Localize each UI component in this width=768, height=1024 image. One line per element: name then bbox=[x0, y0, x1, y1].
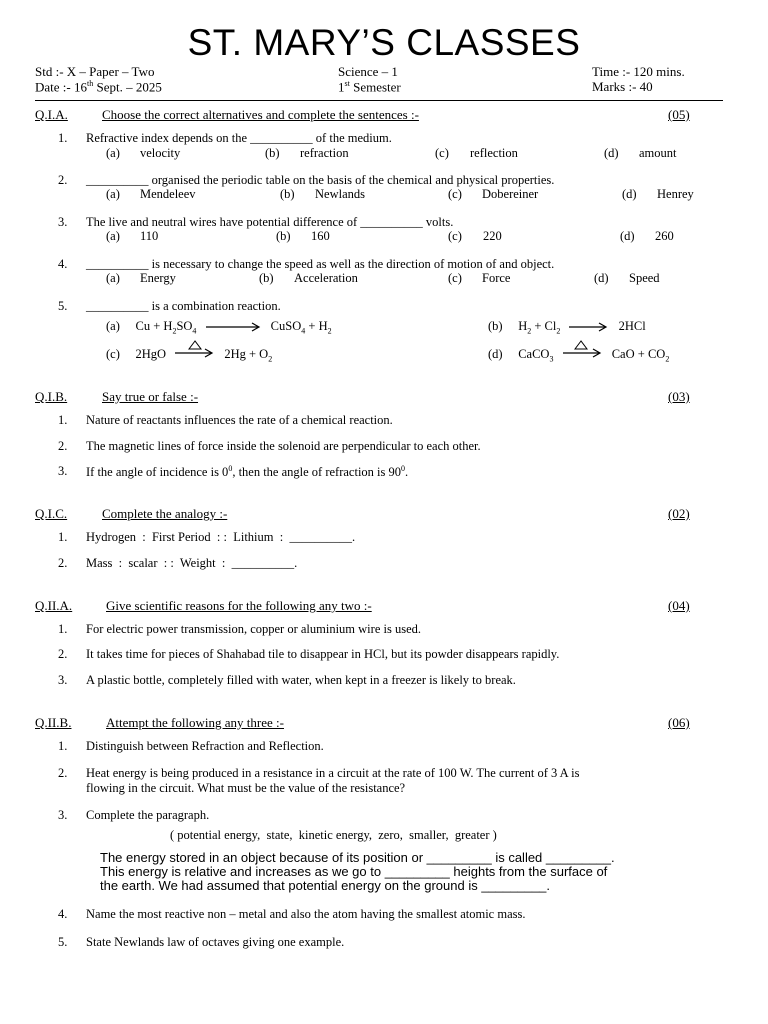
reaction-b: (b) $H_2 + Cl_2$ 2HCl bbox=[488, 319, 646, 336]
q1c-item-number: 2. bbox=[58, 556, 68, 570]
option-label: (a) bbox=[106, 229, 120, 243]
q1a-item-text: __________ organised the periodic table on the basis of the chemical and physical properties. bbox=[86, 173, 555, 187]
q2b-item-text: Name the most reactive non – metal and also the atom having the smallest atomic mass. bbox=[86, 907, 526, 921]
option-label: (b) bbox=[265, 146, 280, 160]
option-label: (b) bbox=[280, 187, 295, 201]
q1a-item-number: 3. bbox=[58, 215, 68, 229]
option-label: (d) bbox=[594, 271, 609, 285]
q2b-item-number: 5. bbox=[58, 935, 68, 949]
q2b-title: Attempt the following any three :- bbox=[106, 715, 284, 730]
heat-arrow-icon bbox=[563, 348, 603, 362]
word-bank: ( potential energy, state, kinetic energy, zero, smaller, greater ) bbox=[170, 828, 497, 842]
option-label: (b) bbox=[276, 229, 291, 243]
reaction-arrow-icon bbox=[206, 322, 262, 332]
school-title: ST. MARY’S CLASSES bbox=[187, 22, 581, 63]
q2b-item-text: Distinguish between Refraction and Reflection. bbox=[86, 739, 324, 753]
option-label: (d) bbox=[622, 187, 637, 201]
q1a-item-number: 2. bbox=[58, 173, 68, 187]
q1c-item-text: Mass : scalar : : Weight : __________. bbox=[86, 556, 298, 570]
q1a-title: Choose the correct alternatives and complete the sentences :- bbox=[102, 107, 419, 122]
q2a-item-number: 3. bbox=[58, 673, 68, 687]
option-text: 110 bbox=[140, 229, 159, 243]
paragraph-line3: the earth. We had assumed that potential energy on the ground is _________. bbox=[100, 878, 551, 893]
q1b-item-text: Nature of reactants influences the rate of a chemical reaction. bbox=[86, 413, 393, 427]
q1b-item-number: 2. bbox=[58, 439, 68, 453]
option-label: (c) bbox=[448, 229, 462, 243]
q1c-title: Complete the analogy :- bbox=[102, 506, 228, 521]
q2a-marks: (04) bbox=[668, 598, 690, 613]
exam-date: Date :- 16th Sept. – 2025 bbox=[35, 79, 162, 95]
option-text: Speed bbox=[629, 271, 660, 285]
header-rule bbox=[35, 100, 723, 101]
q2a-item-text: A plastic bottle, completely filled with water, when kept in a freezer is likely to break. bbox=[86, 673, 516, 687]
option-text: Energy bbox=[140, 271, 176, 285]
q1b-item-number: 1. bbox=[58, 413, 68, 427]
subject: Science – 1 bbox=[338, 64, 398, 79]
std-paper: Std :- X – Paper – Two bbox=[35, 64, 155, 79]
option-label: (c) bbox=[448, 271, 462, 285]
q1b-number: Q.I.B. bbox=[35, 389, 68, 404]
q2a-title: Give scientific reasons for the following any two :- bbox=[106, 598, 372, 613]
q2a-number: Q.II.A. bbox=[35, 598, 73, 613]
q1a-number: Q.I.A. bbox=[35, 107, 68, 122]
option-text: amount bbox=[639, 146, 677, 160]
paragraph-line1: The energy stored in an object because of its position or _________ is called _________. bbox=[100, 850, 615, 865]
reaction-a: (a) $Cu + H_2SO_4$ CuSO$_4$ + $H_2$ bbox=[106, 319, 332, 336]
option-label: (a) bbox=[106, 187, 120, 201]
option-text: 220 bbox=[483, 229, 502, 243]
option-text: reflection bbox=[470, 146, 518, 160]
q1a-item-text: The live and neutral wires have potential difference of __________ volts. bbox=[86, 215, 454, 229]
option-text: Newlands bbox=[315, 187, 365, 201]
option-label: (a) bbox=[106, 271, 120, 285]
option-text: 260 bbox=[655, 229, 674, 243]
option-text: refraction bbox=[300, 146, 349, 160]
q2b-marks: (06) bbox=[668, 715, 690, 730]
option-text: Henrey bbox=[657, 187, 694, 201]
option-text: Acceleration bbox=[294, 271, 358, 285]
option-text: Mendeleev bbox=[140, 187, 196, 201]
option-text: velocity bbox=[140, 146, 181, 160]
option-label: (d) bbox=[604, 146, 619, 160]
q2b-item-number: 3. bbox=[58, 808, 68, 822]
q1b-item-text: If the angle of incidence is $0^0$, then the angle of refraction is $90^0$. bbox=[86, 464, 409, 480]
time-allowed: Time :- 120 mins. bbox=[592, 64, 685, 79]
q1c-number: Q.I.C. bbox=[35, 506, 68, 521]
q2b-item-number: 2. bbox=[58, 766, 68, 780]
q2a-item-text: It takes time for pieces of Shahabad tile to disappear in HCl, but its powder disappears rapidly. bbox=[86, 647, 560, 661]
q1a-item-text: Refractive index depends on the __________ of the medium. bbox=[86, 131, 392, 145]
option-text: 160 bbox=[311, 229, 330, 243]
q2b-number: Q.II.B. bbox=[35, 715, 72, 730]
q1c-item-number: 1. bbox=[58, 530, 68, 544]
q2b-item-number: 1. bbox=[58, 739, 68, 753]
option-text: Force bbox=[482, 271, 511, 285]
q1a-item-text: __________ is necessary to change the speed as well as the direction of motion of and object. bbox=[86, 257, 555, 271]
heat-arrow-icon bbox=[175, 348, 215, 362]
reaction-d: (d) CaCO$_3$ CaO + $CO_2$ bbox=[488, 347, 669, 364]
q2a-item-text: For electric power transmission, copper or aluminium wire is used. bbox=[86, 622, 421, 636]
q2a-item-number: 2. bbox=[58, 647, 68, 661]
q1a-marks: (05) bbox=[668, 107, 690, 122]
q2b-item-text-line2: flowing in the circuit. What must be the value of the resistance? bbox=[86, 781, 406, 795]
q1a-item-number: 5. bbox=[58, 299, 68, 313]
option-label: (a) bbox=[106, 146, 120, 160]
total-marks: Marks :- 40 bbox=[592, 79, 653, 94]
option-text: Dobereiner bbox=[482, 187, 539, 201]
option-label: (c) bbox=[435, 146, 449, 160]
q1b-marks: (03) bbox=[668, 389, 690, 404]
paragraph-line2: This energy is relative and increases as we go to _________ heights from the surface of bbox=[100, 864, 608, 879]
q1a-item-text: __________ is a combination reaction. bbox=[86, 299, 281, 313]
q1a-item-number: 4. bbox=[58, 257, 68, 271]
q2b-item-text: State Newlands law of octaves giving one example. bbox=[86, 935, 345, 949]
option-label: (b) bbox=[259, 271, 274, 285]
q1b-item-number: 3. bbox=[58, 464, 68, 478]
reaction-arrow-icon bbox=[569, 322, 609, 332]
q1b-item-text: The magnetic lines of force inside the solenoid are perpendicular to each other. bbox=[86, 439, 481, 453]
q1c-item-text: Hydrogen : First Period : : Lithium : __________. bbox=[86, 530, 356, 544]
q1c-marks: (02) bbox=[668, 506, 690, 521]
q2b-item-number: 4. bbox=[58, 907, 68, 921]
q1b-title: Say true or false :- bbox=[102, 389, 199, 404]
option-label: (d) bbox=[620, 229, 635, 243]
q2b-item-text-line1: Heat energy is being produced in a resistance in a circuit at the rate of 100 W. The current of 3 A is bbox=[86, 766, 580, 780]
reaction-c: (c) 2HgO $2Hg + O_2$ bbox=[106, 347, 272, 364]
semester: 1st Semester bbox=[338, 79, 401, 95]
q2a-item-number: 1. bbox=[58, 622, 68, 636]
option-label: (c) bbox=[448, 187, 462, 201]
q1a-item-number: 1. bbox=[58, 131, 68, 145]
q2b-item-text: Complete the paragraph. bbox=[86, 808, 210, 822]
